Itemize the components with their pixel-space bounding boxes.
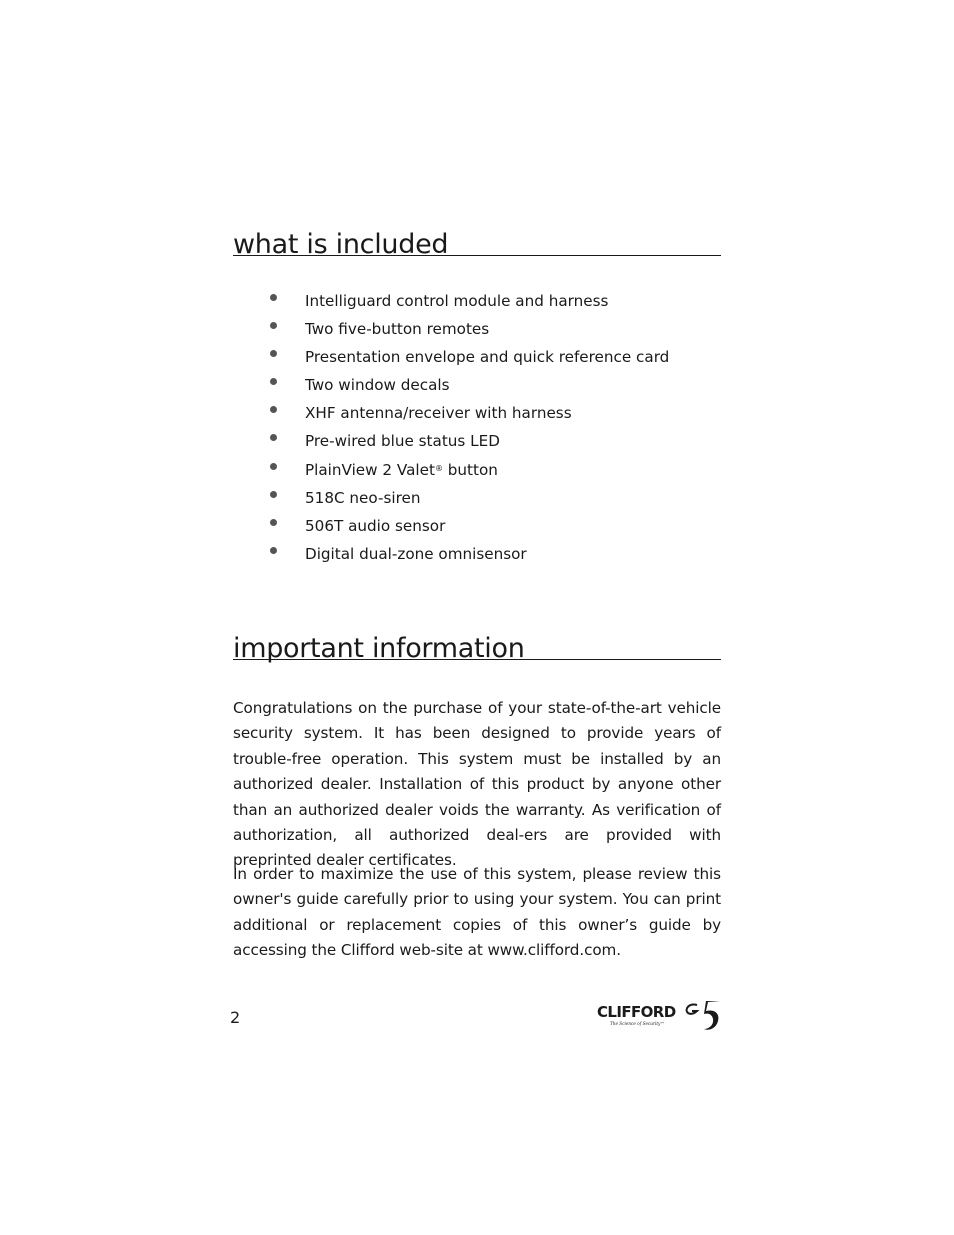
bullet-icon: [270, 406, 277, 413]
included-items-list: [233, 289, 721, 570]
list-item: Presentation envelope and quick reference card: [233, 345, 721, 373]
bullet-icon: [270, 378, 277, 385]
list-item: Two window decals: [233, 373, 721, 401]
list-item: XHF antenna/receiver with harness: [233, 401, 721, 429]
g5-mark-icon: [687, 1001, 720, 1030]
list-item: Digital dual-zone omnisensor: [233, 542, 721, 570]
bullet-icon: [270, 350, 277, 357]
bullet-icon: [270, 519, 277, 526]
list-item: 518C neo-siren: [233, 486, 721, 514]
section-title-what-is-included: what is included: [233, 229, 449, 260]
section-title-important-information: important information: [233, 633, 525, 664]
list-item: 506T audio sensor: [233, 514, 721, 542]
bullet-icon: [270, 547, 277, 554]
bullet-icon: [270, 322, 277, 329]
bullet-icon: [270, 294, 277, 301]
bullet-icon: [270, 463, 277, 470]
logo-wordmark: CLIFFORD: [597, 1003, 676, 1021]
clifford-g5-logo: [596, 999, 722, 1033]
list-item: Pre-wired blue status LED: [233, 429, 721, 457]
section-rule: [233, 255, 721, 256]
bullet-icon: [270, 491, 277, 498]
info-paragraph: Congratulations on the purchase of your state-of-the-art vehicle security system. It has been designed to provide years of trouble-free operation. This system must be installed by an authorized dealer. Installation of this product by anyone other than an authorized dealer voids the warranty. As verification of authorization, all authorized deal-ers are provided with preprinted dealer certificates.: [233, 699, 721, 870]
list-item: PlainView 2 Valet® button: [233, 458, 721, 486]
section-rule: [233, 659, 721, 660]
page-number: 2: [230, 1008, 241, 1027]
list-item: Two five-button remotes: [233, 317, 721, 345]
bullet-icon: [270, 434, 277, 441]
info-paragraph: In order to maximize the use of this system, please review this owner's guide carefully prior to using your system. You can print additional or replacement copies of this owner’s guide by accessing the Clifford web-site at www.clifford.com.: [233, 865, 721, 960]
logo-tagline: The Science of Security™: [610, 1021, 665, 1026]
list-item: Intelliguard control module and harness: [233, 289, 721, 317]
